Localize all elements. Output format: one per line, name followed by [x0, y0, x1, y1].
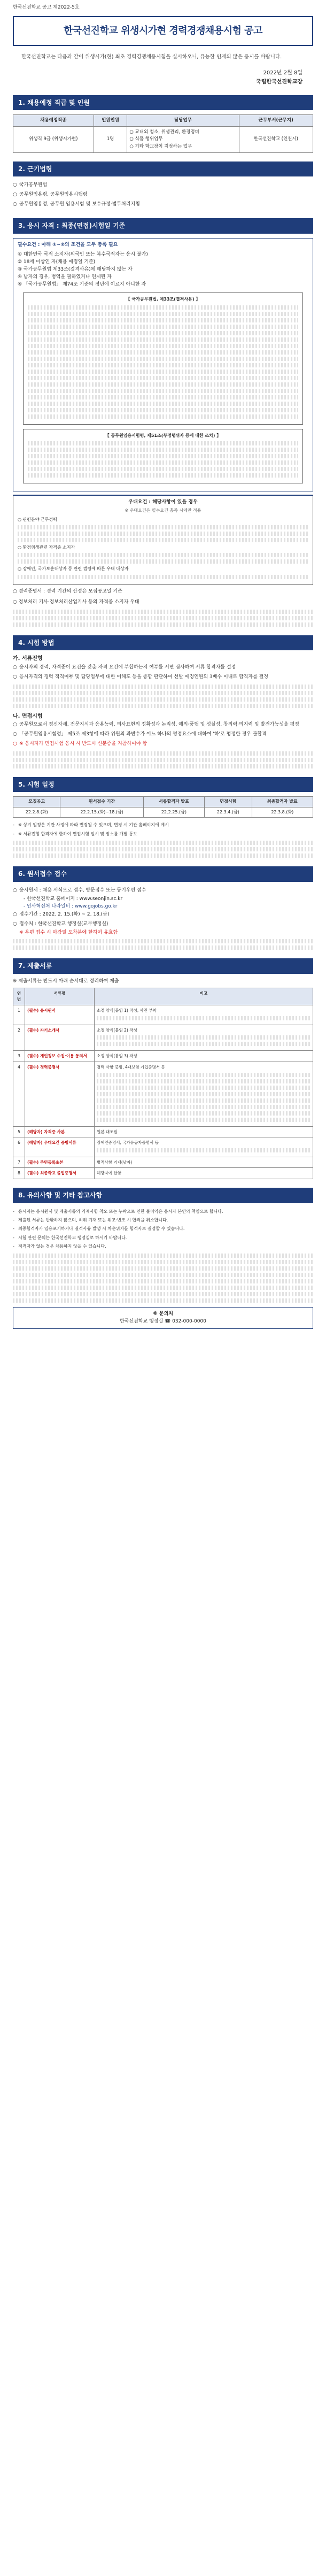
- misconduct-text: [28, 441, 298, 478]
- doc-note: 소정 양식(붙임 2) 작성: [95, 1025, 313, 1051]
- application-item: ○ 접수처 : 한국선진학교 행정실(교무행정실): [13, 920, 313, 929]
- schedule-header: 서류합격자 발표: [143, 797, 204, 807]
- law-list: [13, 181, 313, 210]
- preference-subtitle: ※ 우대요건은 필수요건 충족 시에만 적용: [125, 508, 201, 513]
- duty-item: ○ 식품 행위업무: [129, 136, 163, 142]
- doc-name: (필수) 자기소개서: [25, 1025, 95, 1051]
- doc-name: (해당자) 우대요건 증빙서류: [25, 1137, 95, 1157]
- doc-header: 서류명: [25, 988, 95, 1005]
- doc-note: 병적사항 기재(남자): [95, 1157, 313, 1168]
- duty-item: ○ 기타 학교장이 지정하는 업무: [129, 143, 192, 149]
- notice-date: 2022년 2월 8일: [263, 70, 302, 76]
- career-note: ○ 경력증명서 : 경력 기간의 산정은 모집공고일 기준: [13, 588, 122, 594]
- schedule-cell: 22.2.15.(화)~18.(금): [60, 807, 143, 817]
- url-line[interactable]: - 한국선진학교 홈페이지 : www.seonjin.sc.kr: [24, 896, 123, 902]
- doc-name: (필수) 최종학교 졸업증명서: [25, 1168, 95, 1179]
- doc-header: 연번: [13, 988, 25, 1005]
- interview-list: [13, 720, 313, 749]
- issuing-org: 국립한국선진학교장: [256, 79, 302, 86]
- section-8-heading: 8. 유의사항 및 기타 참고사항: [13, 1188, 313, 1203]
- req-item: ③ 국가공무원법 제33조(결격사유)에 해당하지 않는 자: [18, 266, 133, 272]
- documents-table: [13, 988, 313, 1179]
- cell-count: 1명: [94, 127, 127, 153]
- preference-item: ○ 환경위생관련 자격증 소지자: [18, 544, 75, 550]
- col-type: 채용예정직종: [13, 115, 94, 127]
- section-6-heading: 6. 원서접수 접수: [13, 866, 313, 882]
- section-2-heading: 2. 근기법령: [13, 162, 313, 177]
- doc-name: (필수) 주민등록초본: [25, 1157, 95, 1168]
- contact-box: [13, 1307, 313, 1329]
- misconduct-box: [23, 429, 303, 483]
- schedule-table: [13, 796, 313, 818]
- intro-paragraph: 한국선진학교는 다음과 같이 위생시가(현) 최초 경력경쟁채용시험을 실시하오니, 유능한 인재의 많은 응시를 바랍니다.: [21, 53, 282, 60]
- disqualification-text: [28, 305, 298, 419]
- schedule-cell: 22.3.8.(화): [252, 807, 313, 817]
- doc-note: 장애인증명서, 국가유공자증명서 등: [95, 1137, 313, 1157]
- doc-no: 7: [13, 1157, 25, 1168]
- notice-item: - 시험 관련 문의는 한국선진학교 행정실로 하시기 바랍니다.: [13, 1234, 313, 1242]
- schedule-note: - ※ 서류전형 합격자에 한하여 면접시험 일시 및 장소를 개별 통보: [13, 830, 313, 839]
- notice-item: - 적격자가 없는 경우 채용하지 않을 수 있습니다.: [13, 1242, 313, 1251]
- interview-item: ○ ※ 응시자가 면접시험 응시 시 반드시 신분증을 지참하여야 함: [13, 740, 313, 749]
- recruitment-table: [13, 114, 313, 153]
- doc-header: 비고: [95, 988, 313, 1005]
- doc-no: 1: [13, 1005, 25, 1025]
- schedule-cell: 22.3.4.(금): [205, 807, 252, 817]
- date-block: [13, 69, 313, 87]
- law-item: ○ 공무원임용령, 공무원 임용시험 및 보수규정·법무처리지침: [13, 200, 313, 210]
- disqualification-title: 【 국가공무원법, 제33조(결격사유) 】: [126, 297, 200, 302]
- contact-title: ※ 문의처: [153, 1311, 173, 1317]
- requirements-title: 필수요건 : 아래 ①~②의 조건을 모두 충족 필요: [18, 242, 118, 248]
- law-item: ○ 국가공무원법: [13, 181, 313, 190]
- document-screening-list: [13, 663, 313, 682]
- url-line[interactable]: - 인사혁신처 나라일터 : www.gojobs.go.kr: [24, 903, 118, 909]
- doc-name: (필수) 개인정보 수집·이용 동의서: [25, 1051, 95, 1062]
- doc-name: (필수) 경력증명서: [25, 1062, 95, 1126]
- intro-text: [13, 51, 313, 64]
- contact-info: 한국선진학교 행정실 ☎ 032-000-0000: [120, 1318, 206, 1324]
- doc-no: 5: [13, 1126, 25, 1137]
- schedule-cell: 22.2.25.(금): [143, 807, 204, 817]
- section-4-heading: 4. 시험 방법: [13, 635, 313, 651]
- doc-note: 소정 양식(붙임 1) 작성, 사진 부착: [95, 1005, 313, 1025]
- schedule-notes: [13, 821, 313, 839]
- req-item: ① 대한민국 국적 소지자(외국인 또는 복수국적자는 응시 불가): [18, 251, 148, 257]
- documents-note: ※ 제출서류는 반드시 아래 순서대로 정리하여 제출: [13, 978, 119, 984]
- schedule-header: 모집공고: [13, 797, 60, 807]
- application-item: ○ 응시원서 : 채용 서식으로 접수, 방문접수 또는 등기우편 접수: [13, 886, 313, 896]
- preference-item: ○ 관련분야 근무경력: [18, 517, 57, 522]
- disqualification-box: [23, 293, 303, 424]
- preference-title: 우대요건 : 해당사항이 있을 경우: [128, 499, 198, 505]
- screening-item: ○ 응시자격의 경력 적격여부 및 담당업무에 대한 이해도 등을 종합 판단하여 선발 예정인원의 3배수 이내로 합격자를 결정: [13, 673, 313, 682]
- schedule-cell: 22.2.8.(화): [13, 807, 60, 817]
- notice-item: - 최종합격자가 임용포기하거나 결격사유 발생 시 차순위자를 합격자로 결정할 수 있습니다.: [13, 1225, 313, 1233]
- notice-number: 한국선진학교 공고 제2022-5호: [13, 5, 80, 10]
- doc-note: 경력 사항 증빙, 4대보험 가입증명서 등: [95, 1062, 313, 1126]
- col-duties: 담당업무: [127, 115, 239, 127]
- doc-name: (필수) 응시원서: [25, 1005, 95, 1025]
- notices-list: [13, 1208, 313, 1251]
- cell-duties: [127, 127, 239, 153]
- col-dept: 근무부서(근무지): [239, 115, 313, 127]
- doc-no: 4: [13, 1062, 25, 1126]
- section-3-heading: 3. 응시 자격 : 최종(면접)시험일 기준: [13, 218, 313, 234]
- doc-note: 해당자에 한함: [95, 1168, 313, 1179]
- schedule-header: 최종합격자 발표: [252, 797, 313, 807]
- law-item: ○ 공무원임용령, 공무원임용시행령: [13, 190, 313, 200]
- schedule-note: - ※ 상기 일정은 기관 사정에 따라 변경될 수 있으며, 변경 시 기관 홈페이지에 게시: [13, 821, 313, 829]
- col-count: 인원인원: [94, 115, 127, 127]
- notice-title: 한국선진학교 위생시가현 경력경쟁채용시험 공고: [13, 16, 313, 46]
- notice-item: - 제출된 서류는 반환하지 않으며, 허위 기재 또는 위조·변조 시 합격을 취소합니다.: [13, 1216, 313, 1225]
- doc-note: 소정 양식(붙임 3) 작성: [95, 1051, 313, 1062]
- doc-no: 8: [13, 1168, 25, 1179]
- application-item: ○ 접수기간 : 2022. 2. 15.(화) ~ 2. 18.(금): [13, 910, 313, 920]
- cert-note: ○ 정보처리 기사·정보처리산업기사 등의 자격증 소지자 우대: [13, 599, 139, 605]
- req-item: ④ 남자의 경우, 병역을 필하였거나 면제된 자: [18, 274, 112, 280]
- section-1-heading: 1. 채용예정 직급 및 인원: [13, 95, 313, 111]
- interview-item: ○ 공무원으로서 정신자세, 전문지식과 응용능력, 의사표현의 정확성과 논리성, 예의·품행 및 성실성, 창의력·의지력 및 발전가능성을 평정: [13, 720, 313, 730]
- doc-no: 2: [13, 1025, 25, 1051]
- schedule-header: 면접시험: [205, 797, 252, 807]
- req-item: ⑤ 「국가공무원법」 제74조 기준의 정년에 이르지 아니한 자: [18, 281, 146, 287]
- application-note: ※ 우편 접수 시 마감일 도착분에 한하여 유효함: [19, 930, 118, 936]
- doc-name: (해당자) 자격증 사본: [25, 1126, 95, 1137]
- section-5-heading: 5. 시험 일정: [13, 777, 313, 793]
- notice-item: - 응시자는 응시원서 및 제출서류의 기재사항 착오 또는 누락으로 인한 불이익은 응시자 본인의 책임으로 합니다.: [13, 1208, 313, 1216]
- cell-dept: 한국선진학교 (인천시): [239, 127, 313, 153]
- preference-box: [13, 495, 313, 585]
- doc-note: 원본 대조필: [95, 1126, 313, 1137]
- req-item: ② 18세 이상인 자(채용 예정일 기준): [18, 259, 96, 265]
- application-list: [13, 886, 313, 896]
- doc-no: 3: [13, 1051, 25, 1062]
- screening-item: ○ 응시자의 경력, 자격증이 요건을 갖춘 자격 요건에 부합하는지 여부를 서면 심사하여 서류 합격자를 결정: [13, 663, 313, 673]
- requirements-box: [13, 238, 313, 491]
- schedule-header: 원서접수 기간: [60, 797, 143, 807]
- cell-type: 위생직 9급 (위생시가현): [13, 127, 94, 153]
- section-7-heading: 7. 제출서류: [13, 958, 313, 974]
- interview-item: ○ 「공무원임용시험령」 제5조 제3항에 따라 위원의 과반수가 어느 하나의 평정요소에 대하여 '하'로 평정한 경우 불합격: [13, 730, 313, 740]
- application-list: [13, 910, 313, 929]
- preference-item: ○ 장애인, 국가보훈대상자 등 관련 법령에 따른 우대 대상자: [18, 566, 129, 572]
- interview-title: 나. 면접시험: [13, 713, 43, 719]
- misconduct-title: 【 공무원임용시험령, 제51조(부정행위자 등에 대한 조치) 】: [105, 433, 221, 438]
- duty-item: ○ 교내외 청소, 위생관리, 환경정비: [129, 129, 199, 135]
- doc-no: 6: [13, 1137, 25, 1157]
- document-screening-title: 가. 서류전형: [13, 656, 43, 662]
